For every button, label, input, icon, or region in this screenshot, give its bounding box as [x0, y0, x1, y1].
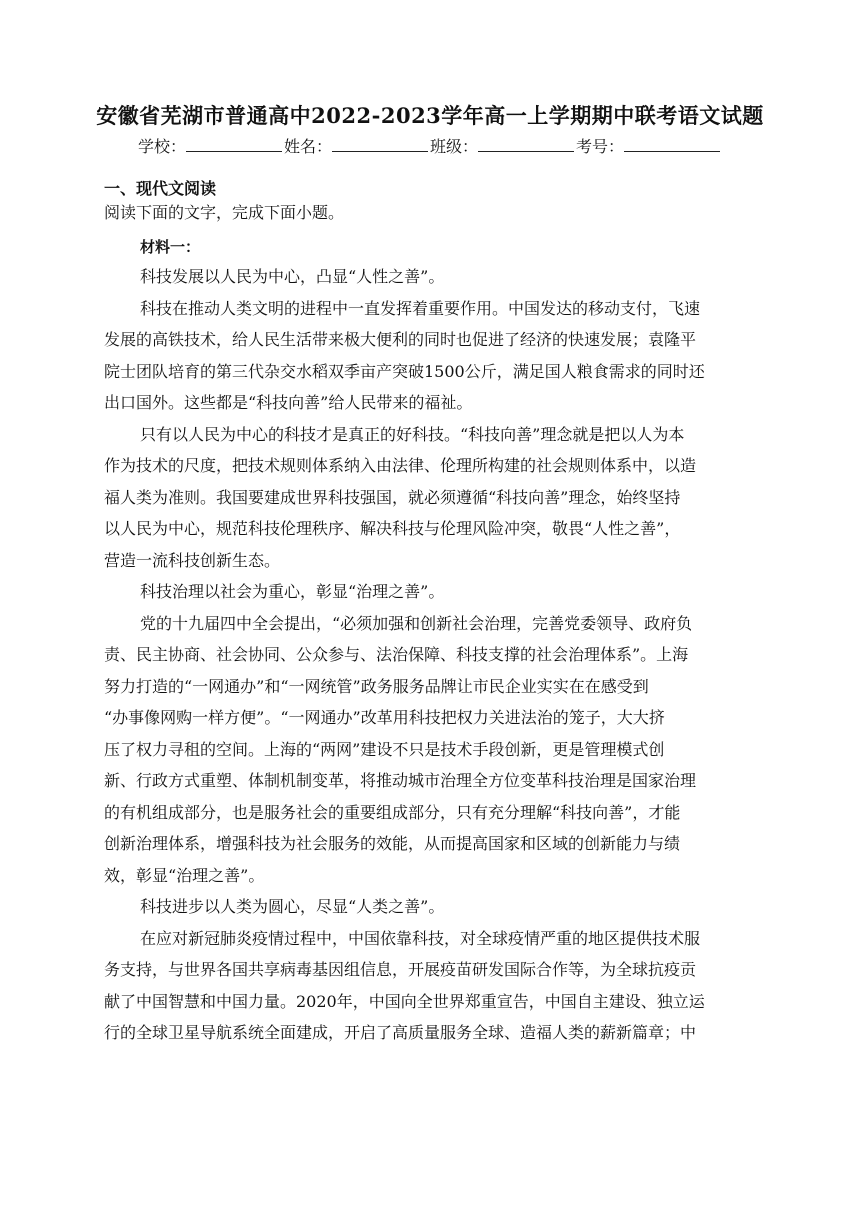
passage-line: 行的全球卫星导航系统全面建成，开启了高质量服务全球、造福人类的薪新篇章；中 — [104, 1023, 697, 1042]
passage-line: 努力打造的“一网通办”和“一网统管”政务服务品牌让市民企业实实在在感受到 — [104, 676, 649, 696]
passage-line: 只有以人民为中心的科技才是真正的好科技。“科技向善”理念就是把以人为本 — [140, 424, 685, 444]
passage-line: 院士团队培育的第三代杂交水稻双季亩产突破1500公斤，满足国人粮食需求的同时还 — [104, 361, 705, 381]
passage-body — [104, 261, 760, 1049]
name-blank[interactable] — [332, 137, 428, 152]
passage-line: 科技在推动人类文明的进程中一直发挥着重要作用。中国发达的移动支付，飞速 — [140, 298, 701, 318]
passage-line: “办事像网购一样方便”。“一网通办”改革用科技把权力关进法治的笼子，大大挤 — [104, 708, 665, 727]
passage-line: 作为技术的尺度，把技术规则体系纳入由法律、伦理所构建的社会规则体系中，以造 — [104, 456, 697, 475]
school-blank[interactable] — [186, 137, 282, 152]
school-field-label: 学校： — [137, 137, 186, 156]
passage-line: 效，彰显“治理之善”。 — [104, 865, 265, 885]
exam-number-blank[interactable] — [624, 137, 720, 152]
passage-line: 福人类为准则。我国要建成世界科技强国，就必须遵循“科技向善”理念，始终坚持 — [104, 487, 681, 507]
passage-line: 责、民主协商、社会协同、公众参与、法治保障、科技支撑的社会治理体系”。上海 — [104, 645, 689, 664]
passage-line: 发展的高铁技术，给人民生活带来极大便利的同时也促进了经济的快速发展；袁隆平 — [104, 330, 697, 349]
passage-line: 科技发展以人民为中心，凸显“人性之善”。 — [140, 267, 445, 286]
passage-line: 以人民为中心，规范科技伦理秩序、解决科技与伦理风险冲突，敬畏“人性之善”， — [104, 519, 681, 538]
exam-number-field-label: 考号： — [576, 137, 625, 156]
passage-line: 科技治理以社会为重心，彰显“治理之善”。 — [140, 582, 445, 601]
passage-line: 科技进步以人类为圆心，尽显“人类之善”。 — [140, 897, 445, 916]
passage-line: 务支持，与世界各国共享病毒基因组信息，开展疫苗研发国际合作等，为全球抗疫贡 — [104, 960, 697, 979]
passage-line: 的有机组成部分，也是服务社会的重要组成部分，只有充分理解“科技向善”，才能 — [104, 802, 681, 822]
passage-line: 党的十九届四中全会提出，“必须加强和创新社会治理，完善党委领导、政府负 — [140, 613, 693, 633]
passage-line: 营造一流科技创新生态。 — [104, 550, 281, 570]
section-heading: 一、现代文阅读 — [104, 179, 217, 198]
reading-instruction: 阅读下面的文字，完成下面小题。 — [104, 203, 345, 222]
class-field-label: 班级： — [430, 137, 479, 156]
passage-line: 创新治理体系，增强科技为社会服务的效能，从而提高国家和区域的创新能力与绩 — [104, 834, 681, 853]
name-field-label: 姓名： — [283, 137, 332, 156]
passage-line: 新、行政方式重塑、体制机制变革，将推动城市治理全方位变革科技治理是国家治理 — [104, 771, 697, 790]
passage-line: 出口国外。这些都是“科技向善”给人民带来的福祉。 — [104, 393, 473, 412]
passage-line: 在应对新冠肺炎疫情过程中，中国依靠科技，对全球疫情严重的地区提供技术服 — [140, 928, 701, 948]
material-label: 材料一： — [140, 238, 201, 256]
document-title: 安徽省芜湖市普通高中2022-2023学年高一上学期期中联考语文试题 — [96, 103, 764, 128]
passage-line: 压了权力寻租的空间。上海的“两网”建设不只是技术手段创新，更是管理模式创 — [104, 739, 665, 759]
class-blank[interactable] — [478, 137, 574, 152]
passage-line: 献了中国智慧和中国力量。2020年，中国向全世界郑重宣告，中国自主建设、独立运 — [104, 991, 705, 1011]
student-info-line — [0, 134, 860, 157]
